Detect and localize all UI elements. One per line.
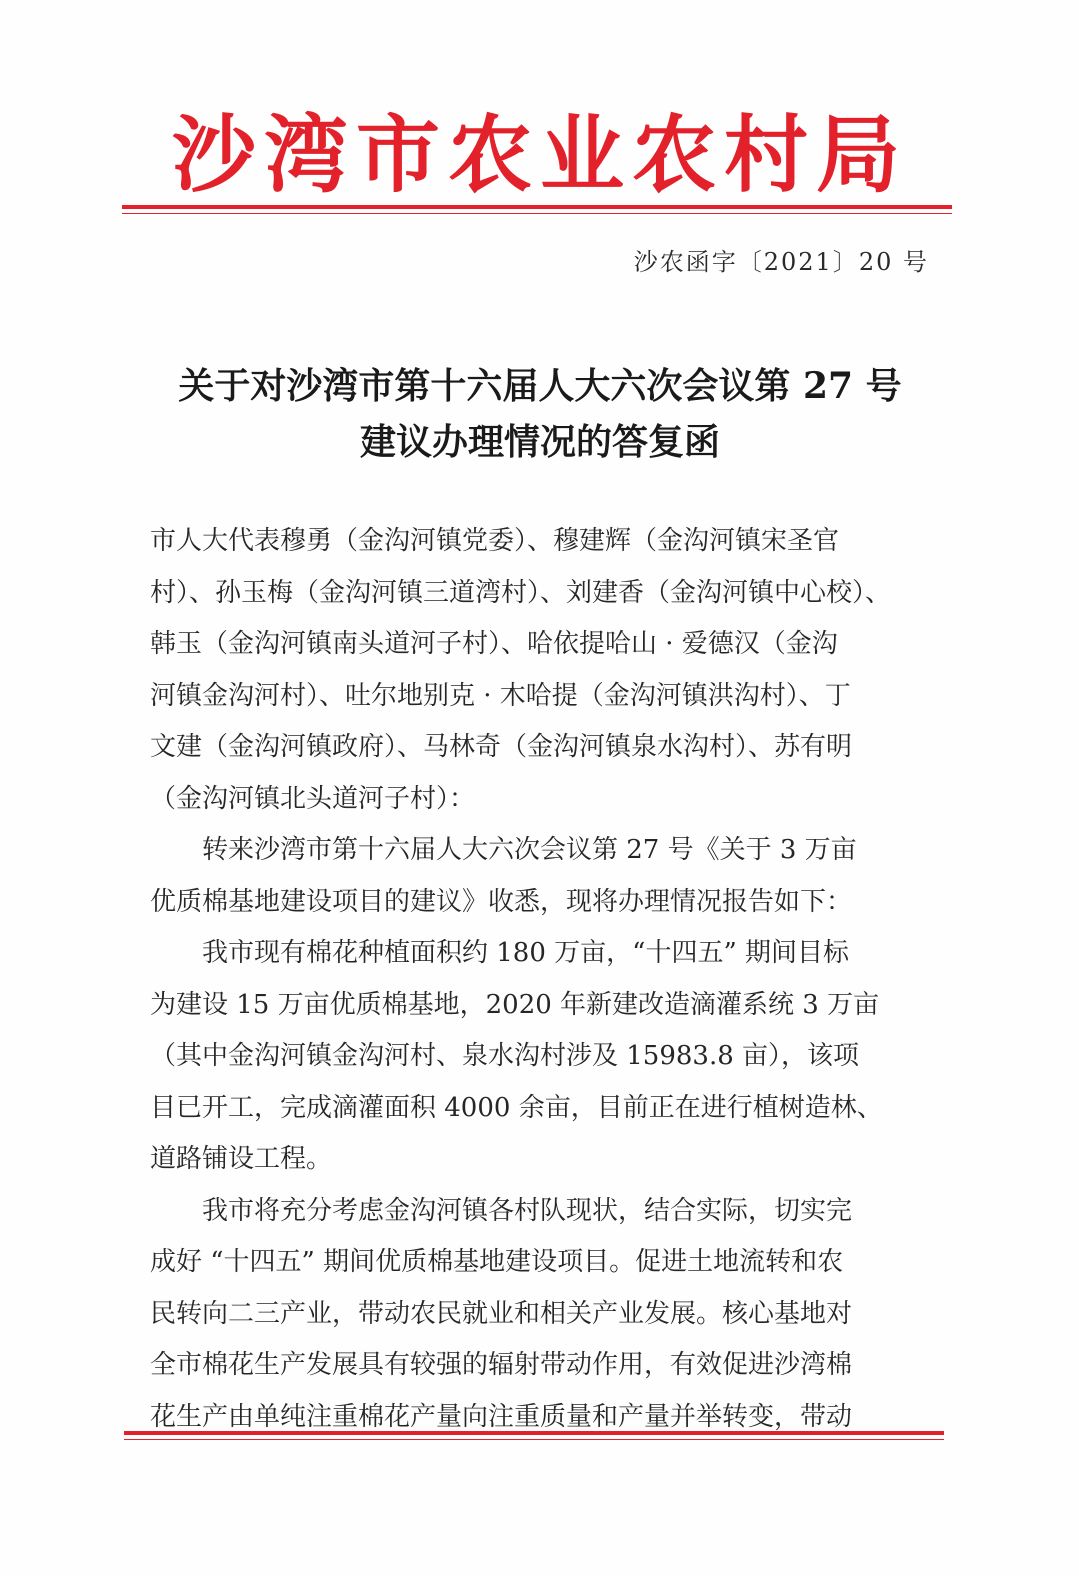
masthead-rule-thick — [122, 205, 952, 209]
title-line-2: 建议办理情况的答复函 — [359, 421, 720, 463]
body-line: （其中金沟河镇金沟河村、泉水沟村涉及 15983.8 亩），该项 — [150, 1041, 860, 1071]
agency-masthead: 沙湾市农业农村局 — [171, 105, 908, 204]
body-line: 全市棉花生产发展具有较强的辐射带动作用，有效促进沙湾棉 — [150, 1350, 853, 1380]
body-line: 市人大代表穆勇（金沟河镇党委）、穆建辉（金沟河镇宋圣官 — [150, 526, 840, 556]
body-line: 目已开工，完成滴灌面积 4000 余亩，目前正在进行植树造林、 — [150, 1092, 883, 1123]
document-title — [120, 358, 960, 470]
body-line: 民转向二三产业，带动农民就业和相关产业发展。核心基地对 — [150, 1298, 853, 1329]
body-line: 花生产由单纯注重棉花产量向注重质量和产量并举转变，带动 — [150, 1401, 853, 1432]
body-line: 韩玉（金沟河镇南头道河子村）、哈依提哈山 · 爱德汉（金沟 — [150, 629, 838, 659]
body-line: 我市现有棉花种植面积约 180 万亩，“十四五” 期间目标 — [150, 938, 850, 968]
body-line: 成好 “十四五” 期间优质棉基地建设项目。促进土地流转和农 — [150, 1247, 844, 1277]
title-line-1: 关于对沙湾市第十六届人大六次会议第 27 号 — [178, 365, 902, 407]
footer-rule-thick — [124, 1431, 944, 1435]
document-number: 沙农函字〔2021〕20 号 — [633, 248, 929, 276]
body-line: 文建（金沟河镇政府）、马林奇（金沟河镇泉水沟村）、苏有明 — [150, 732, 853, 762]
body-line: 河镇金沟河村）、吐尔地别克 · 木哈提（金沟河镇洪沟村）、丁 — [150, 680, 851, 711]
body-line: 村）、孙玉梅（金沟河镇三道湾村）、刘建香（金沟河镇中心校）、 — [150, 577, 892, 608]
body-line: 为建设 15 万亩优质棉基地，2020 年新建改造滴灌系统 3 万亩 — [150, 989, 880, 1020]
body-line: 我市将充分考虑金沟河镇各村队现状，结合实际，切实完 — [150, 1195, 853, 1226]
footer-rule-thin — [124, 1439, 944, 1440]
body-line: 转来沙湾市第十六届人大六次会议第 27 号《关于 3 万亩 — [150, 835, 857, 865]
body-text — [150, 516, 930, 1443]
body-line: 道路铺设工程。 — [150, 1144, 333, 1174]
body-line: 优质棉基地建设项目的建议》收悉，现将办理情况报告如下： — [150, 886, 853, 917]
masthead-rule-thin — [122, 213, 952, 214]
body-line: （金沟河镇北头道河子村）： — [150, 783, 476, 814]
